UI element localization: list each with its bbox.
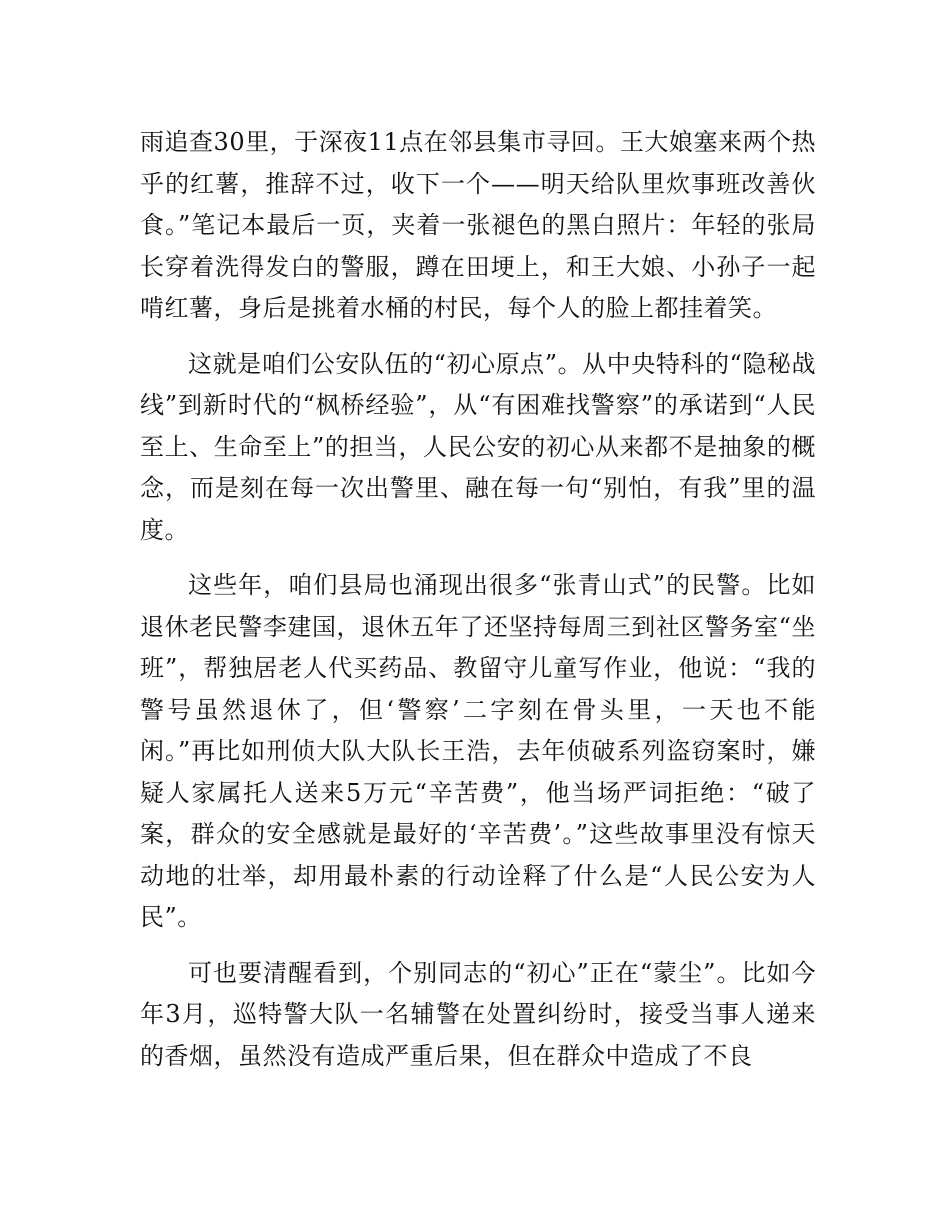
paragraph-4: 可也要清醒看到，个别同志的“初心”正在“蒙尘”。比如今年3月，巡特警大队一名辅警在处置纠纷时，接受当事人递来的香烟，虽然没有造成严重后果，但在群众中造成了不良: [140, 958, 816, 1070]
paragraph-3: 这些年，咱们县局也涌现出很多“张青山式”的民警。比如退休老民警李建国，退休五年了还坚持每周三到社区警务室“坐班”，帮独居老人代买药品、教留守儿童写作业，他说：“我的警号虽然退休了，但‘警察’二字刻在骨头里，一天也不能闲。”再比如刑侦大队大队长王浩，去年侦破系列盗窃案时，嫌疑人家属托人送来5万元“辛苦费”，他当场严词拒绝：“破了案，群众的安全感就是最好的‘辛苦费’。”这些故事里没有惊天动地的壮举，却用最朴素的行动诠释了什么是“人民公安为人民”。: [140, 571, 816, 931]
document-page: [140, 122, 816, 1091]
paragraph-1: 雨追查30里，于深夜11点在邻县集市寻回。王大娘塞来两个热乎的红薯，推辞不过，收下一个——明天给队里炊事班改善伙食。”笔记本最后一页，夹着一张褪色的黑白照片：年轻的张局长穿着洗得发白的警服，蹲在田埂上，和王大娘、小孙子一起啃红薯，身后是挑着水桶的村民，每个人的脸上都挂着笑。: [140, 128, 816, 322]
paragraph-2: 这就是咱们公安队伍的“初心原点”。从中央特科的“隐秘战线”到新时代的“枫桥经验”，从“有困难找警察”的承诺到“人民至上、生命至上”的担当，人民公安的初心从来都不是抽象的概念，而是刻在每一次出警里、融在每一句“别怕，有我”里的温度。: [140, 349, 816, 544]
